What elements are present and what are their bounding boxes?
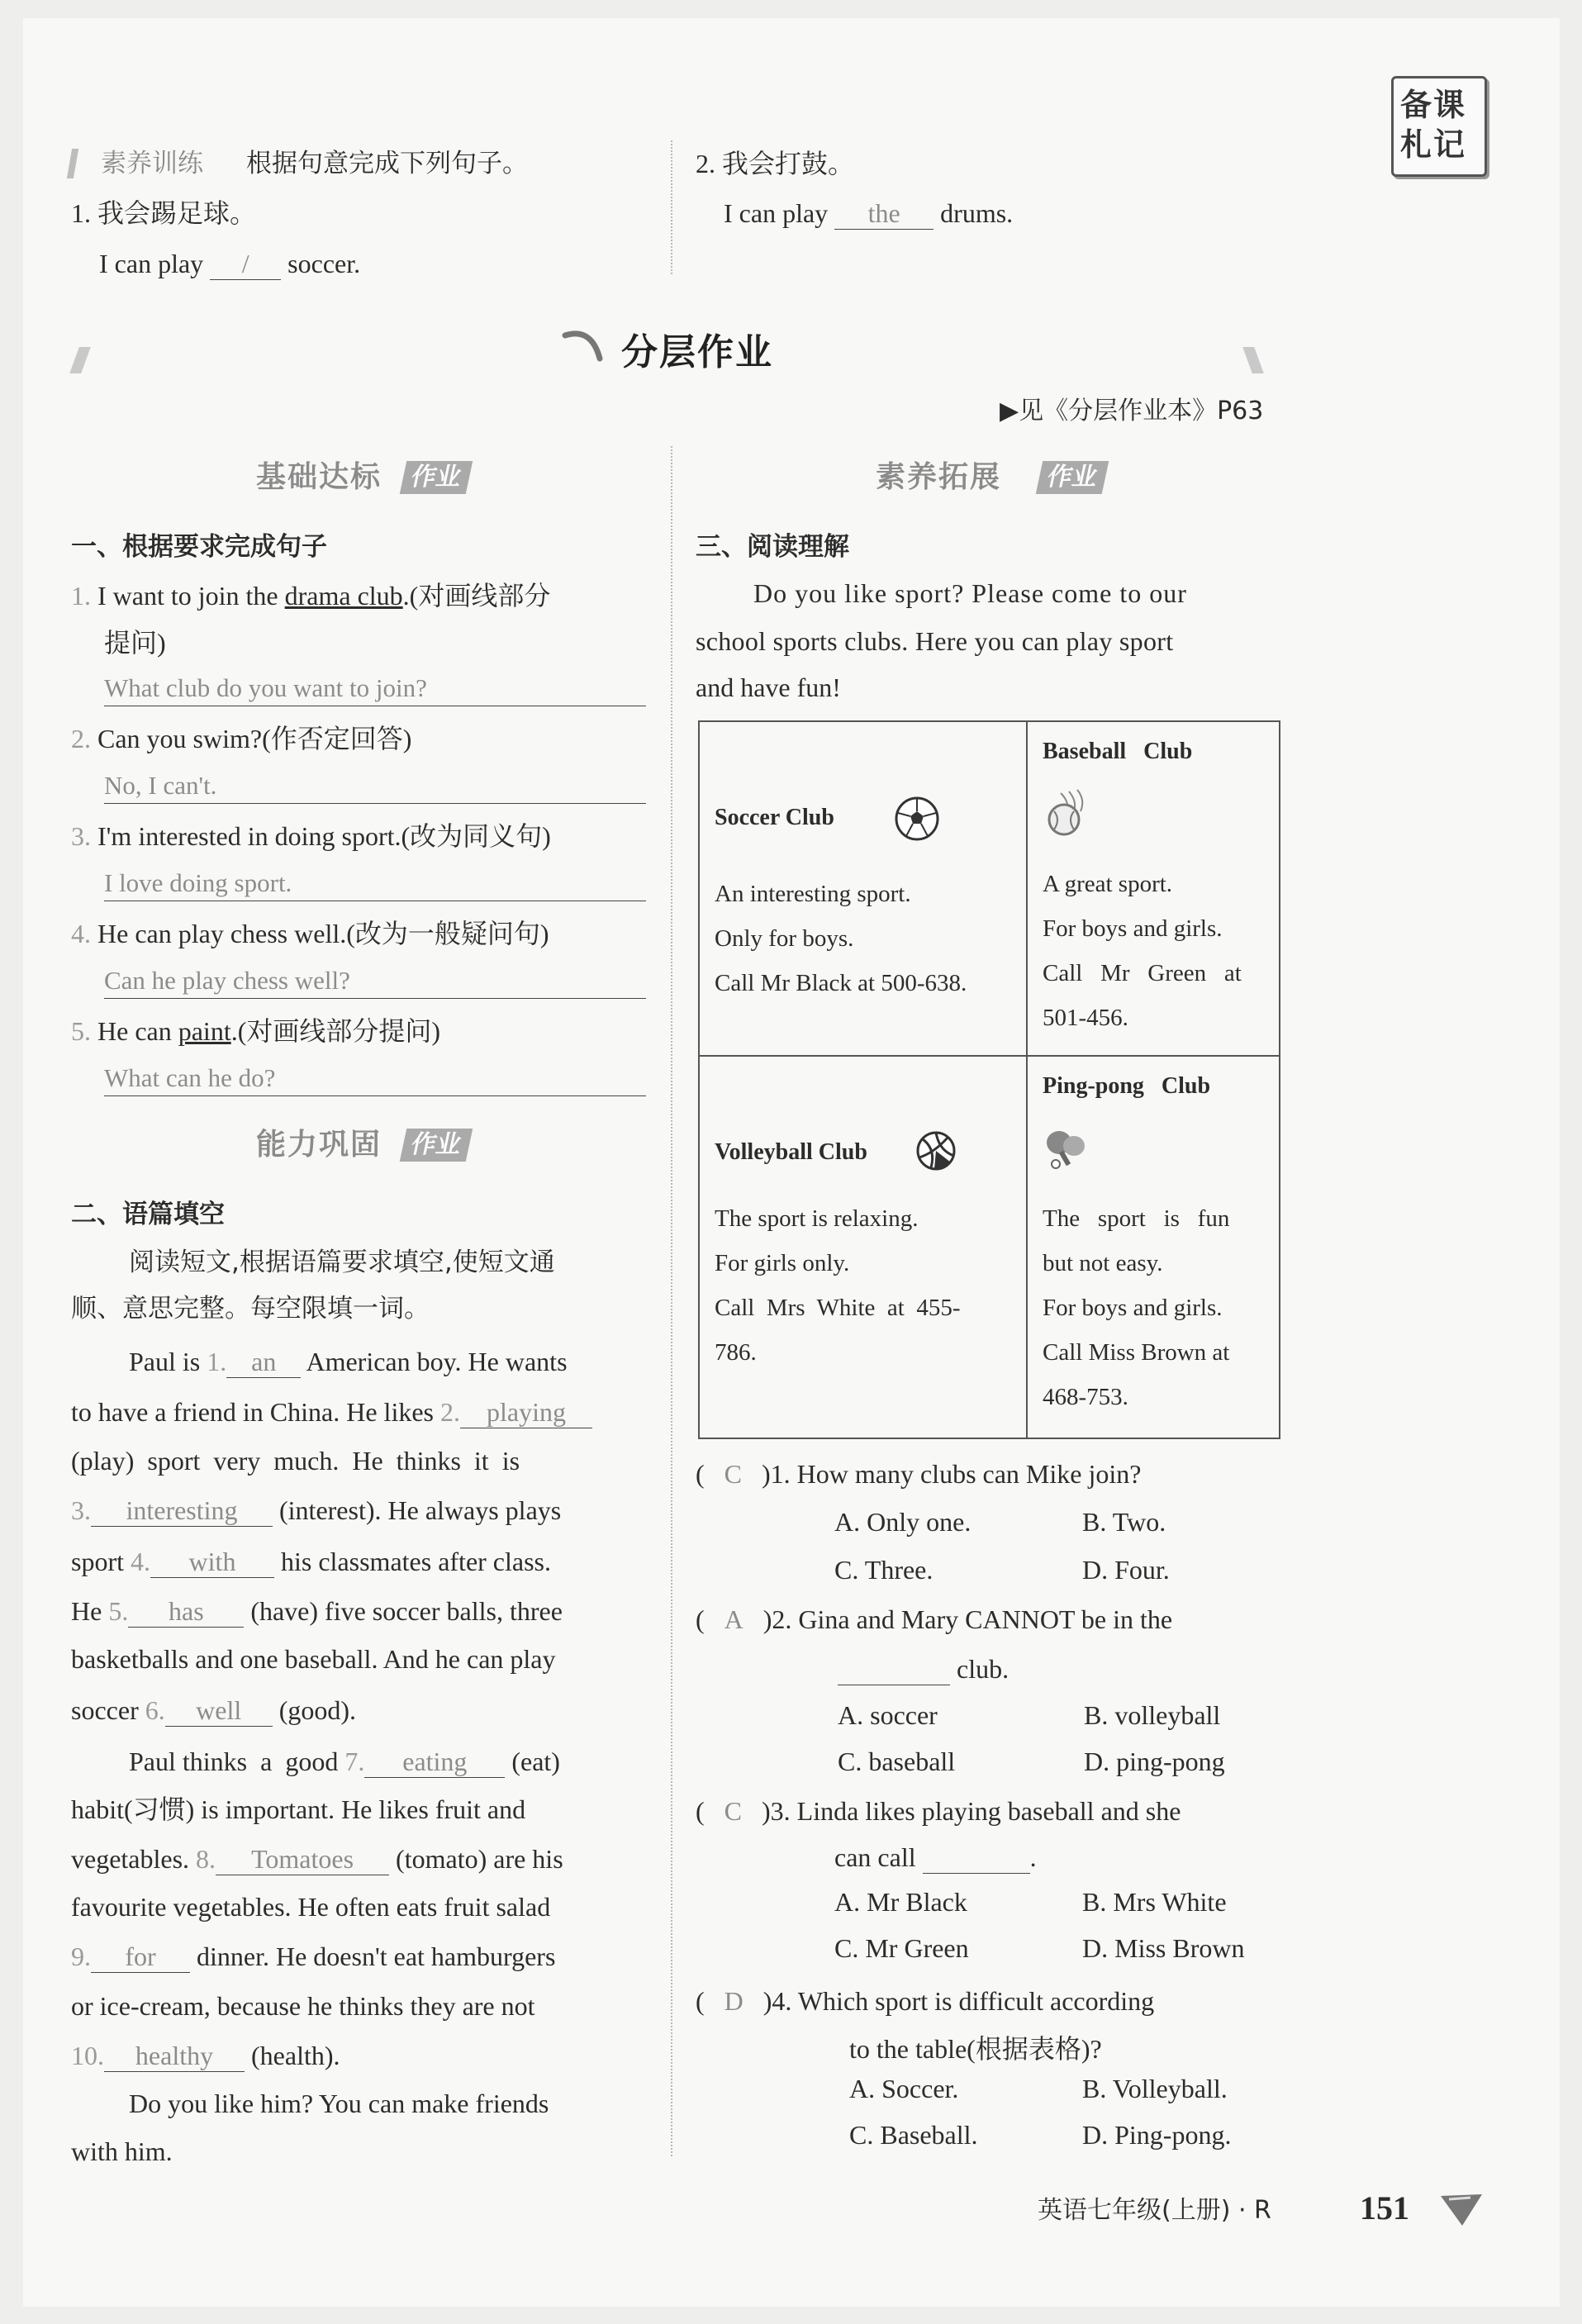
soccer-ball-icon: [893, 795, 941, 843]
club-line: Call Mr Green at: [1043, 960, 1242, 986]
badge-ability: [256, 1127, 496, 1163]
top-q2-en: I can play the drums.: [724, 190, 1013, 236]
club-line: The sport is relaxing.: [715, 1205, 919, 1232]
page-number: 151: [1360, 2189, 1409, 2227]
blank-2: playing: [460, 1396, 592, 1428]
passage-line-8: soccer 6. well (good).: [71, 1687, 356, 1733]
passage-line-14: or ice-cream, because he thinks they are not: [71, 1991, 535, 2021]
question-4: ( D )4. Which sport is difficult according: [696, 1986, 1155, 2016]
question-1-option-c: C. Three.: [834, 1555, 934, 1585]
notes-stamp-text: 备课札记: [1400, 87, 1467, 163]
passage-line-5: sport 4. with his classmates after class.: [71, 1538, 551, 1585]
part1-item-1-line2: 提问): [104, 628, 166, 658]
question-1-option-d: D. Four.: [1082, 1555, 1170, 1585]
blank-6: well: [165, 1694, 273, 1727]
club-line: A great sport.: [1043, 871, 1173, 897]
passage-line-9: Paul thinks a good 7. eating (eat): [129, 1738, 560, 1785]
badge-extension: [876, 459, 1115, 496]
question-4-option-c: C. Baseball.: [849, 2120, 978, 2150]
question-2-option-c: C. baseball: [838, 1747, 956, 1776]
blank-5: has: [128, 1595, 244, 1628]
club-line: but not easy.: [1043, 1250, 1163, 1276]
club-line: The sport is fun: [1043, 1205, 1230, 1232]
passage-line-3: (play) sport very much. He thinks it is: [71, 1446, 520, 1476]
passage-line-17: with him.: [71, 2136, 173, 2166]
blank-4: with: [150, 1546, 274, 1578]
passage-line-6: He 5. has (have) five soccer balls, three: [71, 1588, 563, 1634]
passage-line-12: favourite vegetables. He often eats fruit salad: [71, 1892, 551, 1922]
question-2: ( A )2. Gina and Mary CANNOT be in the: [696, 1604, 1173, 1634]
question-3-answer: C: [724, 1796, 742, 1826]
badge-ability-tag: 作业: [400, 1129, 473, 1162]
badge-basic-label: 基础达标: [256, 460, 382, 494]
section-tag: 素养训练: [101, 149, 203, 178]
part1-title: 一、根据要求完成句子: [71, 532, 327, 562]
club-name: Baseball Club: [1043, 739, 1193, 764]
club-cell-soccer: [699, 721, 1027, 1056]
part1-item-1: 1. I want to join the drama club.(对画线部分: [71, 581, 551, 611]
passage-line-13: 9. for dinner. He doesn't eat hamburgers: [71, 1933, 555, 1979]
club-line: 786.: [715, 1339, 757, 1366]
badge-basic: [256, 459, 496, 496]
question-4-option-d: D. Ping-pong.: [1082, 2120, 1232, 2150]
part1-answer-2: No, I can't.: [104, 768, 646, 804]
part1-answer-4: Can he play chess well?: [104, 963, 646, 999]
club-line: Call Mrs White at 455-: [715, 1295, 961, 1321]
passage-line-4: 3. interesting (interest). He always plays: [71, 1487, 561, 1533]
club-line: For girls only.: [715, 1250, 850, 1276]
part1-answer-3: I love doing sport.: [104, 866, 646, 901]
passage-line-10: habit(习惯) is important. He likes fruit and: [71, 1794, 526, 1824]
question-3-stem-2: can call .: [834, 1834, 1037, 1880]
top-divider: [671, 140, 672, 274]
top-q1-cn: 1. 我会踢足球。: [71, 198, 257, 228]
question-1-answer: C: [724, 1459, 742, 1489]
blank-1: an: [226, 1346, 301, 1378]
club-line: For boys and girls.: [1043, 915, 1223, 942]
reading-intro-3: and have fun!: [696, 672, 841, 702]
reading-intro-1: Do you like sport? Please come to our: [753, 578, 1187, 608]
top-q2-answer: the: [834, 197, 934, 230]
volleyball-icon: [915, 1129, 957, 1172]
badge-extension-tag: 作业: [1036, 461, 1109, 494]
part3-title: 三、阅读理解: [696, 532, 849, 562]
ping-pong-icon: [1041, 1126, 1090, 1172]
badge-ability-label: 能力巩固: [256, 1128, 382, 1162]
club-name: Soccer Club: [715, 805, 834, 830]
workbook-reference: ▶见《分层作业本》P63: [1000, 397, 1264, 425]
question-1-option-a: A. Only one.: [834, 1507, 972, 1537]
part1-item-3: 3. I'm interested in doing sport.(改为同义句): [71, 821, 551, 851]
notes-stamp: [1391, 76, 1487, 177]
question-1: ( C )1. How many clubs can Mike join?: [696, 1459, 1142, 1489]
question-3-option-d: D. Miss Brown: [1082, 1933, 1245, 1963]
passage-line-16: Do you like him? You can make friends: [129, 2089, 549, 2118]
question-4-option-b: B. Volleyball.: [1082, 2074, 1228, 2103]
reading-intro-2: school sports clubs. Here you can play sport: [696, 626, 1174, 656]
top-q1-answer: /: [210, 248, 281, 280]
question-2-option-a: A. soccer: [838, 1700, 938, 1730]
question-3-option-c: C. Mr Green: [834, 1933, 969, 1963]
question-4-answer: D: [724, 1986, 743, 2016]
question-3: ( C )3. Linda likes playing baseball and she: [696, 1796, 1181, 1826]
title-swoosh-icon: [558, 324, 608, 373]
clubs-table: [698, 720, 1280, 1439]
blank-7: eating: [364, 1746, 505, 1778]
passage-line-7: basketballs and one baseball. And he can play: [71, 1644, 556, 1674]
question-2-stem-2: club.: [838, 1646, 1009, 1692]
badge-extension-label: 素养拓展: [876, 460, 1002, 494]
question-2-option-d: D. ping-pong: [1084, 1747, 1225, 1776]
club-cell-volleyball: [699, 1056, 1027, 1438]
passage-line-1: Paul is 1. an American boy. He wants: [129, 1338, 568, 1385]
part1-item-5: 5. He can paint.(对画线部分提问): [71, 1016, 441, 1046]
club-line: 501-456.: [1043, 1005, 1128, 1031]
top-instruction: 根据句意完成下列句子。: [246, 149, 528, 178]
question-4-stem-2: to the table(根据表格)?: [849, 2034, 1102, 2064]
club-line: An interesting sport.: [715, 881, 911, 907]
club-cell-baseball: [1027, 721, 1280, 1056]
question-2-option-b: B. volleyball: [1084, 1700, 1221, 1730]
part2-instruction-line2: 顺、意思完整。每空限填一词。: [71, 1294, 430, 1324]
blank-9: for: [91, 1941, 190, 1973]
main-divider: [671, 446, 672, 2156]
part2-instruction-line1: 阅读短文,根据语篇要求填空,使短文通: [129, 1248, 555, 1277]
part1-answer-5: What can he do?: [104, 1061, 646, 1096]
question-3-option-a: A. Mr Black: [834, 1887, 967, 1917]
question-2-answer: A: [724, 1604, 743, 1634]
page-title: 分层作业: [621, 331, 773, 373]
part1-item-2: 2. Can you swim?(作否定回答): [71, 724, 412, 753]
club-line: Only for boys.: [715, 925, 854, 952]
passage-line-2: to have a friend in China. He likes 2. playing: [71, 1389, 592, 1435]
club-name: Volleyball Club: [715, 1139, 867, 1165]
club-name: Ping-pong Club: [1043, 1073, 1211, 1099]
top-q2-cn: 2. 我会打鼓。: [696, 149, 855, 178]
blank-10: healthy: [104, 2040, 245, 2072]
footer-book-title: 英语七年级(上册) · R: [1038, 2196, 1271, 2225]
part1-answer-1: What club do you want to join?: [104, 671, 646, 706]
club-line: Call Mr Black at 500-638.: [715, 970, 967, 996]
part2-title: 二、语篇填空: [71, 1200, 225, 1229]
question-3-option-b: B. Mrs White: [1082, 1887, 1227, 1917]
top-q1-en: I can play / soccer.: [99, 240, 360, 287]
passage-line-15: 10. healthy (health).: [71, 2032, 340, 2079]
club-line: For boys and girls.: [1043, 1295, 1223, 1321]
club-line: 468-753.: [1043, 1384, 1128, 1410]
question-1-option-b: B. Two.: [1082, 1507, 1166, 1537]
baseball-icon: [1041, 787, 1094, 839]
badge-basic-tag: 作业: [400, 461, 473, 494]
blank-8: Tomatoes: [216, 1843, 389, 1875]
part1-item-4: 4. He can play chess well.(改为一般疑问句): [71, 919, 549, 948]
footer-arrow-icon: [1437, 2188, 1485, 2231]
passage-line-11: vegetables. 8. Tomatoes (tomato) are his: [71, 1836, 563, 1882]
club-line: Call Miss Brown at: [1043, 1339, 1230, 1366]
club-cell-ping-pong: [1027, 1056, 1280, 1438]
question-4-option-a: A. Soccer.: [849, 2074, 959, 2103]
blank-3: interesting: [91, 1495, 273, 1527]
